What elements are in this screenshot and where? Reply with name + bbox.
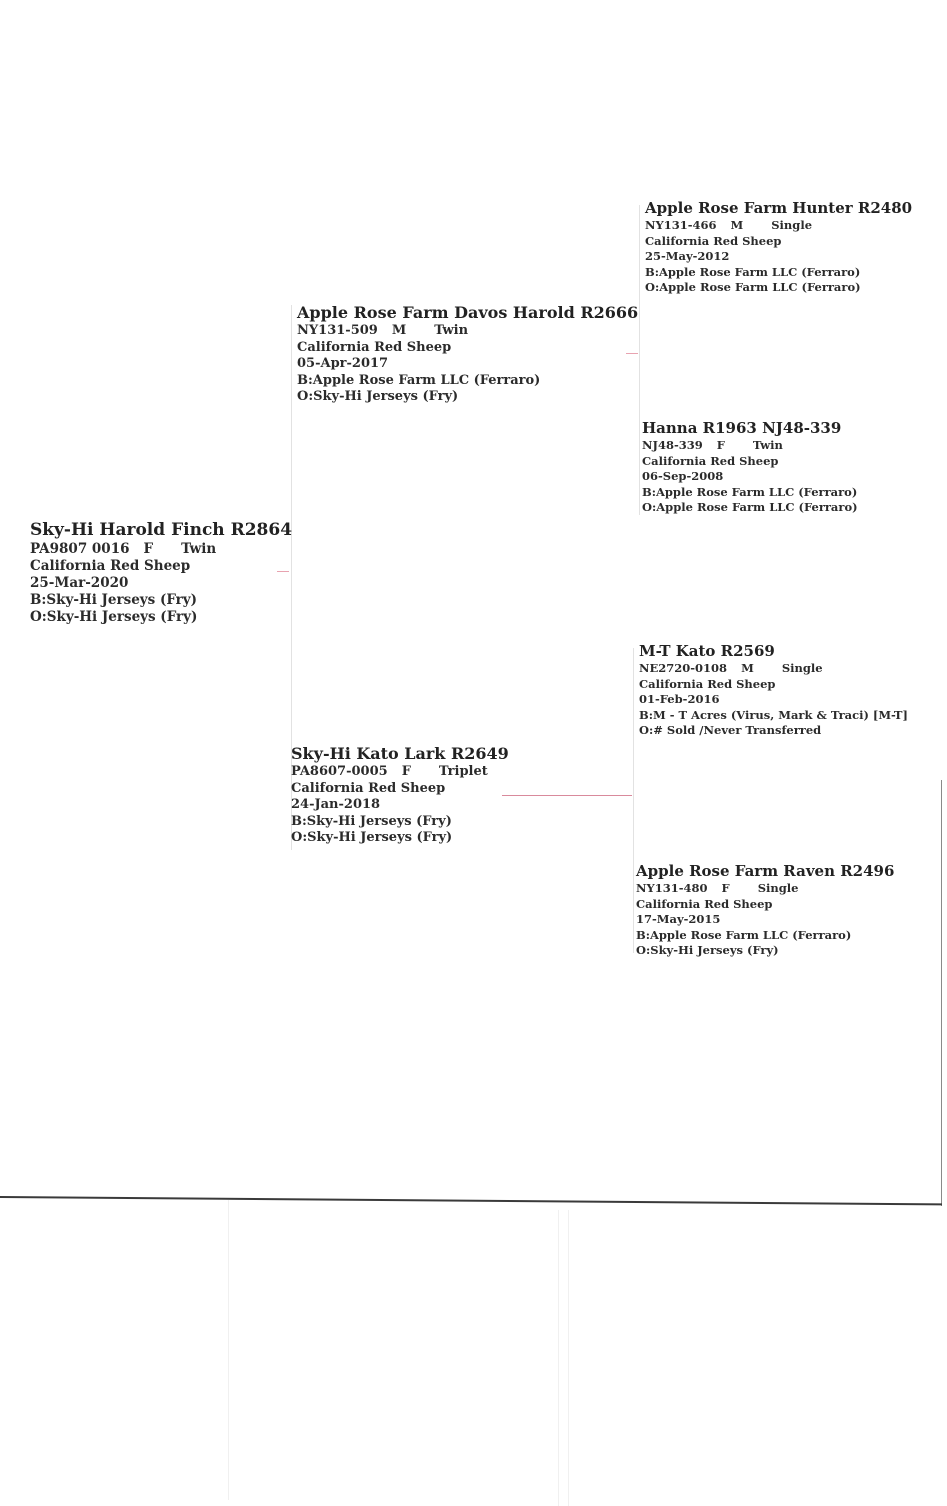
dam-branch-connector-vertical xyxy=(633,648,634,953)
dam-reg-line xyxy=(291,764,509,781)
subject-owner: O:Sky-Hi Jerseys (Fry) xyxy=(30,609,198,625)
scan-artifact-line xyxy=(568,1210,569,1506)
sire-sire-dob: 25-May-2012 xyxy=(645,249,730,263)
dam-breed: California Red Sheep xyxy=(291,780,446,796)
dam-reg: PA8607-0005 xyxy=(291,764,388,779)
dam-dam-sex: F xyxy=(721,881,730,895)
subject-breed: California Red Sheep xyxy=(30,558,191,574)
dam-dob: 24-Jan-2018 xyxy=(291,797,381,812)
sire-name: Apple Rose Farm Davos Harold R2666 xyxy=(297,303,639,322)
dam-sire-entry xyxy=(639,642,908,739)
sire-sire-sex: M xyxy=(730,218,744,232)
sire-sire-reg: NY131-466 xyxy=(645,218,717,232)
sire-dam-name: Hanna R1963 NJ48-339 xyxy=(642,419,842,437)
dam-breeder: B:Sky-Hi Jerseys (Fry) xyxy=(291,813,452,829)
dam-dam-breeder: B:Apple Rose Farm LLC (Ferraro) xyxy=(636,927,852,942)
dam-dam-reg: NY131-480 xyxy=(636,881,708,895)
sire-reg-line xyxy=(297,323,638,340)
sire-sire-name: Apple Rose Farm Hunter R2480 xyxy=(645,199,913,217)
sire-sire-breeder: B:Apple Rose Farm LLC (Ferraro) xyxy=(645,264,861,279)
scan-artifact-line xyxy=(558,1210,559,1506)
dam-sire-reg-line xyxy=(639,661,908,677)
subject-entry xyxy=(30,520,292,626)
sire-birth-type: Twin xyxy=(434,323,469,338)
dam-sire-reg: NE2720-0108 xyxy=(639,661,728,675)
dam-sire-birth-type: Single xyxy=(781,661,823,675)
dam-dam-dob: 17-May-2015 xyxy=(636,912,721,926)
dam-sire-name: M-T Kato R2569 xyxy=(639,642,775,660)
sire-breeder: B:Apple Rose Farm LLC (Ferraro) xyxy=(297,372,541,388)
sire-entry xyxy=(297,303,638,406)
sire-owner: O:Sky-Hi Jerseys (Fry) xyxy=(297,389,459,404)
dam-dam-entry xyxy=(636,862,894,959)
sire-sire-reg-line xyxy=(645,218,912,234)
page-right-edge xyxy=(941,780,942,1206)
subject-reg: PA9807 0016 xyxy=(30,541,130,557)
dam-sex: F xyxy=(401,764,411,779)
sire-dam-owner: O:Apple Rose Farm LLC (Ferraro) xyxy=(642,500,858,514)
dam-sire-sex: M xyxy=(741,661,754,675)
sire-dam-dob: 06-Sep-2008 xyxy=(642,469,724,483)
sire-sire-entry xyxy=(645,199,912,296)
sire-dam-birth-type: Twin xyxy=(752,438,783,452)
sire-dam-sex: F xyxy=(716,438,725,452)
sire-dam-reg-line xyxy=(642,438,858,454)
dam-entry xyxy=(291,744,509,847)
dam-dam-breed: California Red Sheep xyxy=(636,896,773,911)
subject-reg-line xyxy=(30,541,292,558)
sire-dob: 05-Apr-2017 xyxy=(297,356,389,371)
dam-owner: O:Sky-Hi Jerseys (Fry) xyxy=(291,830,453,845)
dam-dam-reg-line xyxy=(636,881,894,897)
subject-name: Sky-Hi Harold Finch R2864 xyxy=(30,520,293,540)
sire-sire-owner: O:Apple Rose Farm LLC (Ferraro) xyxy=(645,280,861,294)
page-bottom-edge xyxy=(0,1196,942,1205)
sire-sire-breed: California Red Sheep xyxy=(645,233,782,248)
dam-sire-breeder: B:M - T Acres (Virus, Mark & Traci) [M-T] xyxy=(639,707,908,722)
sire-sire-birth-type: Single xyxy=(771,218,813,232)
dam-name: Sky-Hi Kato Lark R2649 xyxy=(291,744,509,763)
dam-dam-birth-type: Single xyxy=(757,881,799,895)
dam-birth-type: Triplet xyxy=(438,764,488,779)
dam-dam-name: Apple Rose Farm Raven R2496 xyxy=(636,862,895,880)
subject-breeder: B:Sky-Hi Jerseys (Fry) xyxy=(30,592,198,608)
dam-connector-line xyxy=(502,795,632,796)
sire-sex: M xyxy=(391,323,407,338)
scan-artifact-line xyxy=(228,1200,229,1500)
sire-branch-connector-vertical xyxy=(639,205,640,515)
dam-sire-owner: O:# Sold /Never Transferred xyxy=(639,723,822,737)
dam-sire-dob: 01-Feb-2016 xyxy=(639,692,720,706)
sire-dam-entry xyxy=(642,419,858,516)
subject-sex: F xyxy=(143,541,154,557)
sire-reg: NY131-509 xyxy=(297,323,378,338)
sire-dam-breed: California Red Sheep xyxy=(642,453,779,468)
dam-sire-breed: California Red Sheep xyxy=(639,676,776,691)
sire-dam-breeder: B:Apple Rose Farm LLC (Ferraro) xyxy=(642,484,858,499)
dam-dam-owner: O:Sky-Hi Jerseys (Fry) xyxy=(636,943,779,957)
sire-dam-reg: NJ48-339 xyxy=(642,438,703,452)
sire-breed: California Red Sheep xyxy=(297,339,452,355)
subject-birth-type: Twin xyxy=(181,541,217,557)
subject-dob: 25-Mar-2020 xyxy=(30,575,129,591)
